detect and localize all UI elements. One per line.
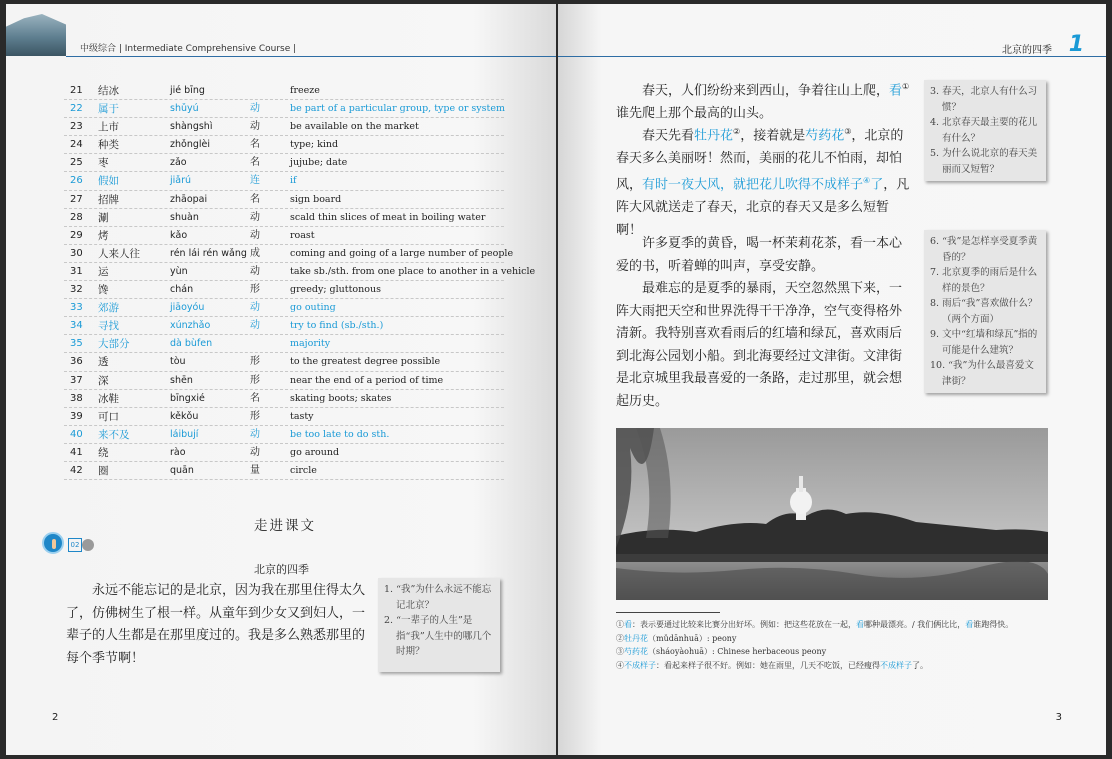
vocab-definition: be too late to do sth. [290, 428, 390, 440]
vocab-part-of-speech: 名 [250, 392, 260, 404]
vocab-pinyin: jiǎrú [170, 175, 192, 187]
vocab-definition: coming and going of a large number of people [290, 247, 514, 259]
vocab-definition: scald thin slices of meat in boiling water [290, 211, 486, 223]
vocab-word: 深 [98, 374, 109, 387]
vocab-part-of-speech: 名 [250, 157, 260, 169]
vocab-row [64, 335, 504, 353]
vocab-row [64, 227, 504, 245]
vocab-word: 绕 [98, 446, 109, 459]
vocab-part-of-speech: 形 [250, 356, 260, 368]
vocab-pinyin: kěkǒu [170, 410, 199, 422]
page-number: 3 [1055, 712, 1062, 723]
footnote-rule [616, 612, 720, 613]
footnote-item: ③芍药花（sháoyàohuā）: Chinese herbaceous peony [616, 647, 827, 656]
vocab-number: 33 [70, 302, 83, 314]
vocab-word: 寻找 [98, 320, 119, 333]
vocab-word: 人来人往 [98, 247, 140, 260]
vocab-row [64, 118, 504, 136]
vocab-number: 32 [70, 284, 83, 296]
vocab-number: 24 [70, 139, 83, 151]
vocab-part-of-speech: 动 [250, 229, 260, 241]
text-title: 北京的四季 [254, 563, 309, 576]
paragraph-4: 最难忘的是夏季的暴雨，天空忽然黑下来，一阵大雨把天空和世界洗得干干净净，空气变得格外清新。我特别喜欢看雨后的红墙和绿瓦，喜欢雨后到北海公园划小船。到北海要经过文津街。文津街是北京城里我最喜爱的一条路，走过那里，就会想起历史。 [616, 281, 903, 409]
annotated-word: 看 [889, 83, 903, 99]
vocab-number: 38 [70, 392, 83, 404]
vocab-pinyin: láibují [170, 428, 199, 440]
vocab-number: 25 [70, 157, 83, 169]
vocab-row [64, 136, 504, 154]
vocab-row [64, 281, 504, 299]
question-item: 7. 北京夏季的雨后是什么样的景色？ [930, 267, 1038, 294]
annotated-word: 芍药花 [805, 128, 845, 144]
vocab-definition: roast [290, 229, 315, 241]
vocab-pinyin: zhǒnglèi [170, 139, 210, 151]
vocab-number: 22 [70, 103, 83, 115]
vocab-number: 36 [70, 356, 83, 368]
vocab-number: 26 [70, 175, 83, 187]
question-item: 10. “我”为什么最喜爱文津街？ [930, 360, 1034, 387]
vocab-number: 30 [70, 247, 83, 259]
vocab-definition: be available on the market [290, 121, 419, 133]
vocab-word: 上市 [98, 121, 119, 134]
question-box [924, 230, 1046, 393]
vocab-part-of-speech: 动 [250, 211, 260, 223]
question-item: 3. 春天，北京人有什么习惯？ [930, 86, 1038, 113]
vocab-number: 35 [70, 338, 83, 350]
vocab-row [64, 299, 504, 317]
vocab-pinyin: rào [170, 446, 186, 458]
paragraph-3: 许多夏季的黄昏，喝一杯茉莉花茶，看一本心爱的书，听着蝉的叫声，享受安静。 [616, 236, 903, 274]
vocab-definition: tasty [290, 410, 314, 422]
vocab-number: 40 [70, 428, 83, 440]
track-number: 02 [68, 538, 82, 552]
footnote-item: ④不成样子：看起来样子很不好。例如：她在雨里，几天不吃饭，已经瘦得不成样子了。 [616, 660, 928, 670]
vocab-part-of-speech: 动 [250, 428, 260, 440]
question-item: 9. 文中“红墙和绿瓦”指的可能是什么建筑？ [930, 329, 1038, 356]
beihai-park-photo [616, 428, 1048, 600]
vocab-word: 馋 [98, 284, 109, 297]
vocab-number: 41 [70, 446, 83, 458]
vocab-word: 运 [98, 265, 109, 278]
vocab-row [64, 100, 504, 118]
vocab-number: 29 [70, 229, 83, 241]
vocab-word: 来不及 [98, 428, 130, 441]
vocab-row [64, 408, 504, 426]
vocab-part-of-speech: 动 [250, 121, 260, 133]
vocab-word: 属于 [98, 103, 119, 116]
right-page [558, 4, 1106, 755]
vocab-row [64, 263, 536, 281]
vocab-pinyin: jié bīng [170, 85, 205, 96]
vocab-definition: jujube; date [290, 157, 348, 169]
question-box [378, 578, 500, 672]
vocab-definition: greedy; gluttonous [290, 284, 381, 296]
footnotes [616, 618, 1056, 672]
disc-icon [82, 539, 94, 551]
left-page [6, 4, 556, 755]
vocab-row [64, 82, 504, 100]
vocab-definition: go outing [290, 302, 336, 314]
question-box [924, 80, 1046, 181]
vocab-pinyin: shuàn [170, 211, 199, 223]
vocab-row [64, 353, 504, 371]
vocab-row [64, 426, 504, 444]
vocab-word: 假如 [98, 175, 119, 188]
vocab-part-of-speech: 形 [250, 410, 260, 422]
vocab-word: 招牌 [98, 193, 119, 206]
vocab-number: 28 [70, 211, 83, 223]
vocab-definition: circle [290, 464, 317, 476]
vocab-definition: skating boots; skates [290, 392, 392, 404]
vocab-number: 31 [70, 265, 83, 277]
vocab-part-of-speech: 形 [250, 374, 260, 386]
question-item: 8. 雨后“我”喜欢做什么？（两个方面） [930, 298, 1038, 325]
vocab-pinyin: jiāoyóu [170, 302, 205, 314]
vocab-row [64, 317, 504, 335]
vocab-row [64, 209, 504, 227]
vocab-number: 23 [70, 121, 83, 133]
audio-track-icon[interactable] [68, 538, 94, 552]
vocab-part-of-speech: 动 [250, 446, 260, 458]
vocab-part-of-speech: 动 [250, 265, 260, 277]
vocab-part-of-speech: 量 [250, 464, 260, 476]
header-rule [66, 56, 556, 57]
left-header-title: 中级综合 | Intermediate Comprehensive Course | [80, 44, 297, 54]
vocab-pinyin: xúnzhǎo [170, 320, 211, 332]
vocab-pinyin: shǔyú [170, 103, 199, 115]
annotated-word: 牡丹花 [694, 128, 734, 144]
question-item: 2. “一辈子的人生”是指“我”人生中的哪几个时期？ [384, 615, 492, 657]
question-item: 1. “我”为什么永远不能忘记北京？ [384, 584, 492, 611]
vocab-pinyin: kǎo [170, 229, 188, 241]
vocabulary-table [64, 82, 536, 480]
vocab-word: 涮 [98, 211, 109, 224]
footnote-item: ②牡丹花（mǔdānhuā）: peony [616, 633, 737, 643]
vocab-part-of-speech: 形 [250, 284, 260, 296]
vocab-number: 42 [70, 464, 83, 476]
vocab-part-of-speech: 动 [250, 320, 260, 332]
vocab-definition: freeze [290, 85, 320, 96]
vocab-definition: majority [290, 338, 331, 350]
vocab-number: 21 [70, 85, 83, 96]
question-item: 6. “我”是怎样享受夏季黄昏的？ [930, 236, 1038, 263]
vocab-word: 大部分 [98, 338, 130, 351]
vocab-row [64, 154, 504, 172]
paragraph-2: 春天先看牡丹花②，接着就是芍药花③，北京的春天多么美丽呀！然而，美丽的花儿不怕雨，却怕风，有时一夜大风，就把花儿吹得不成样子④了，凡阵大风就送走了春天，北京的春天又是多么短暂啊！ [616, 127, 910, 238]
vocab-word: 冰鞋 [98, 392, 119, 405]
vocab-pinyin: shēn [170, 374, 193, 386]
vocab-part-of-speech: 连 [250, 175, 260, 187]
vocab-number: 27 [70, 193, 83, 205]
vocab-definition: to the greatest degree possible [290, 356, 441, 368]
question-item: 4. 北京春天最主要的花儿有什么？ [930, 117, 1038, 144]
vocab-word: 郊游 [98, 302, 119, 315]
vocab-definition: type; kind [290, 139, 339, 151]
vocab-number: 34 [70, 320, 83, 332]
vocab-definition: if [290, 175, 297, 187]
vocab-definition: go around [290, 446, 340, 458]
vocab-definition: sign board [290, 193, 342, 205]
vocab-part-of-speech: 名 [250, 193, 260, 205]
vocab-row [64, 191, 504, 209]
vocab-word: 种类 [98, 139, 119, 152]
vocab-part-of-speech: 动 [250, 103, 260, 115]
vocab-pinyin: shàngshì [170, 121, 213, 133]
vocab-pinyin: rén lái rén wǎng [170, 247, 247, 259]
page-number: 2 [52, 712, 59, 723]
section-title: 走进课文 [254, 518, 316, 534]
vocab-row [64, 172, 504, 190]
vocab-word: 可口 [98, 410, 119, 423]
vocab-pinyin: bīngxié [170, 392, 205, 404]
vocab-definition: try to find (sb./sth.) [290, 320, 384, 332]
vocab-pinyin: quān [170, 464, 194, 476]
right-header-title: 北京的四季 [1002, 45, 1052, 56]
vocab-word: 圈 [98, 464, 109, 477]
vocab-definition: be part of a particular group, type or system [290, 103, 505, 115]
vocab-part-of-speech: 动 [250, 302, 260, 314]
footnote-item: ①看：表示要通过比较来比赛分出好坏。例如：把这些花放在一起，看哪种最漂亮。/ 我们俩比比，看谁跑得快。 [616, 620, 1014, 629]
paragraph-1: 春天，人们纷纷来到西山，争着往山上爬，看①谁先爬上那个最高的山头。 [616, 82, 910, 121]
vocab-word: 透 [98, 356, 109, 369]
vocab-pinyin: dà bùfen [170, 338, 213, 350]
lesson-number: 1 [1068, 32, 1084, 57]
vocab-part-of-speech: 名 [250, 139, 260, 151]
audio-play-icon[interactable] [42, 532, 64, 554]
header-banner-image [6, 14, 66, 56]
vocab-pinyin: chán [170, 284, 194, 296]
vocab-row [64, 444, 504, 462]
vocab-row [64, 245, 514, 263]
vocab-number: 39 [70, 410, 83, 422]
vocab-word: 结冰 [98, 85, 119, 97]
vocab-pinyin: yùn [170, 265, 188, 277]
vocab-row [64, 390, 504, 408]
vocab-row [64, 372, 504, 390]
annotated-phrase: 有时一夜大风，就把花儿吹得不成样子 [642, 177, 864, 193]
vocab-part-of-speech: 成 [250, 247, 260, 259]
vocab-word: 烤 [98, 229, 109, 242]
vocab-definition: take sb./sth. from one place to another in a vehicle [290, 265, 536, 277]
question-item: 5. 为什么说北京的春天美丽而又短暂？ [930, 148, 1038, 175]
vocab-number: 37 [70, 374, 83, 386]
text-paragraph: 永远不能忘记的是北京，因为我在那里住得太久了，仿佛树生了根一样。从童年到少女又到妇人，一辈子的人生都是在那里度过的。我是多么熟悉那里的每个季节啊！ [66, 583, 366, 666]
vocab-pinyin: zhāopai [170, 193, 208, 205]
vocab-pinyin: zǎo [170, 157, 187, 169]
header-rule [558, 56, 1106, 57]
vocab-word: 枣 [98, 157, 109, 170]
vocab-definition: near the end of a period of time [290, 374, 444, 386]
vocab-row [64, 462, 504, 480]
vocab-pinyin: tòu [170, 356, 186, 368]
